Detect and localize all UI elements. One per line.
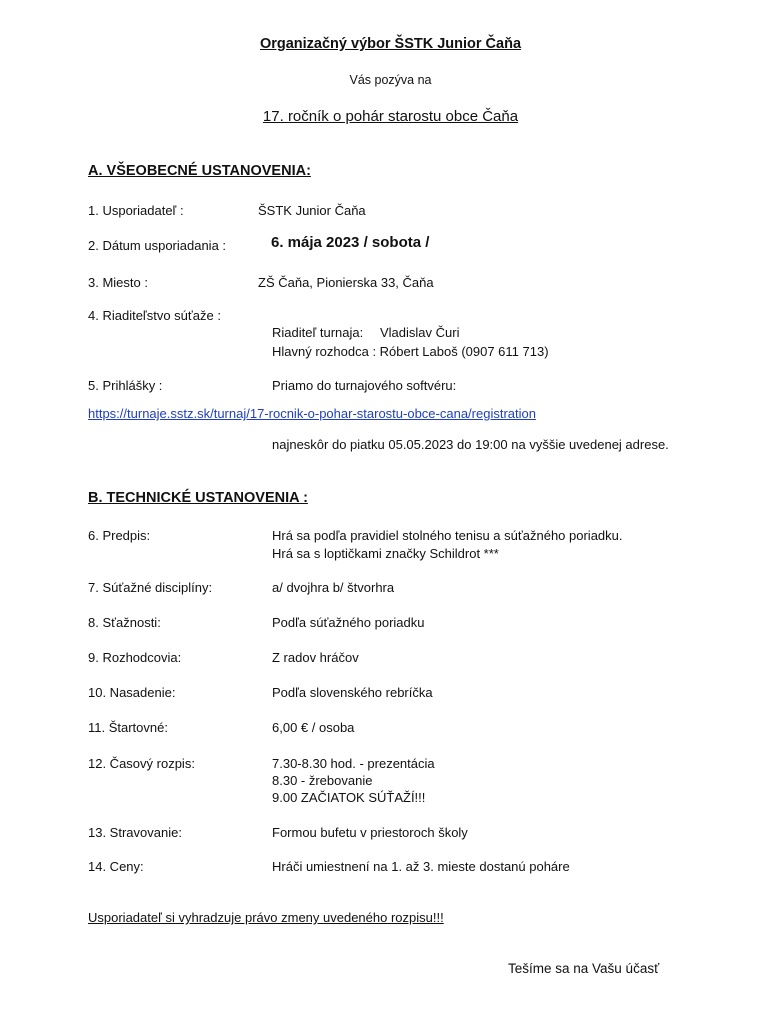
- director-label: Riaditeľ turnaja:: [272, 325, 364, 340]
- rules-label: 6. Predpis:: [88, 528, 151, 543]
- prizes-value: Hráči umiestnení na 1. až 3. mieste dostanú poháre: [272, 859, 570, 874]
- complaints-label: 8. Sťažnosti:: [88, 615, 161, 630]
- disciplines-label: 7. Súťažné disciplíny:: [88, 580, 213, 595]
- schedule-label: 12. Časový rozpis:: [88, 756, 195, 771]
- registration-link[interactable]: https://turnaje.sstz.sk/turnaj/17-rocnik-o-pohar-starostu-obce-cana/registration: [88, 406, 536, 421]
- event-title: 17. ročník o pohár starostu obce Čaňa: [262, 108, 519, 125]
- section-b-heading: B. TECHNICKÉ USTANOVENIA :: [88, 490, 308, 506]
- seeding-value: Podľa slovenského rebríčka: [272, 685, 433, 700]
- registration-label: 5. Prihlášky :: [88, 378, 163, 393]
- closing-line: Tešíme sa na Vašu účasť: [508, 961, 660, 976]
- section-a-heading: A. VŠEOBECNÉ USTANOVENIA:: [88, 163, 311, 179]
- prizes-label: 14. Ceny:: [88, 859, 144, 874]
- registration-value: Priamo do turnajového softvéru:: [272, 378, 457, 393]
- referee-line: Hlavný rozhodca : Róbert Laboš (0907 611 713): [272, 344, 549, 359]
- invite-line: Vás pozýva na: [349, 73, 432, 87]
- rules-line-1: Hrá sa podľa pravidiel stolného tenisu a súťažného poriadku.: [272, 528, 623, 543]
- director-name: Vladislav Čuri: [380, 325, 460, 340]
- date-label: 2. Dátum usporiadania :: [88, 238, 227, 253]
- referees-label: 9. Rozhodcovia:: [88, 650, 182, 665]
- organizer-value: ŠSTK Junior Čaňa: [258, 203, 366, 218]
- catering-value: Formou bufetu v priestoroch školy: [272, 825, 468, 840]
- rules-line-2: Hrá sa s loptičkami značky Schildrot ***: [272, 546, 499, 561]
- schedule-line-3: 9.00 ZAČIATOK SÚŤAŽÍ!!!: [272, 790, 426, 805]
- schedule-line-1: 7.30-8.30 hod. - prezentácia: [272, 756, 435, 771]
- seeding-label: 10. Nasadenie:: [88, 685, 176, 700]
- place-label: 3. Miesto :: [88, 275, 148, 290]
- schedule-line-2: 8.30 - žrebovanie: [272, 773, 373, 788]
- disclaimer: Usporiadateľ si vyhradzuje právo zmeny uvedeného rozpisu!!!: [88, 910, 444, 925]
- referees-value: Z radov hráčov: [272, 650, 359, 665]
- catering-label: 13. Stravovanie:: [88, 825, 182, 840]
- organizer-label: 1. Usporiadateľ :: [88, 203, 184, 218]
- management-label: 4. Riaditeľstvo súťaže :: [88, 308, 221, 323]
- complaints-value: Podľa súťažného poriadku: [272, 615, 425, 630]
- fee-label: 11. Štartovné:: [88, 720, 168, 735]
- place-value: ZŠ Čaňa, Pionierska 33, Čaňa: [258, 275, 434, 290]
- registration-deadline: najneskôr do piatku 05.05.2023 do 19:00 na vyššie uvedenej adrese.: [272, 437, 669, 452]
- disciplines-value: a/ dvojhra b/ štvorhra: [272, 580, 395, 595]
- date-value: 6. mája 2023 / sobota /: [271, 234, 430, 251]
- organizer-heading: Organizačný výbor ŠSTK Junior Čaňa: [259, 36, 522, 52]
- fee-value: 6,00 € / osoba: [272, 720, 355, 735]
